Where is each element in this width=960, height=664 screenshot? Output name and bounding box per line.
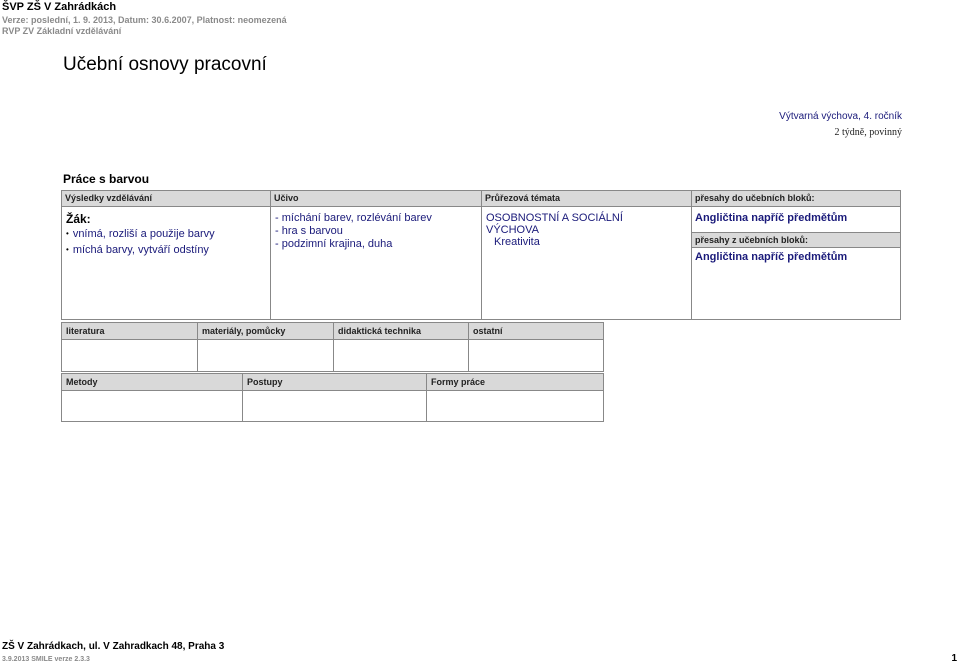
- themes-header: Průřezová témata: [482, 191, 691, 207]
- subject-grade: Výtvarná výchova, 4. ročník: [779, 111, 902, 122]
- school-name: ŠVP ZŠ V Zahrádkách: [2, 1, 117, 13]
- content-line: - podzimní krajina, duha: [275, 238, 393, 250]
- rvp-line: RVP ZV Základní vzdělávání: [2, 26, 122, 36]
- content-line: - hra s barvou: [275, 225, 343, 237]
- version-line: Verze: poslední, 1. 9. 2013, Datum: 30.6.2007, Platnost: neomezená: [2, 15, 287, 25]
- procedures-cell: [243, 374, 427, 421]
- themes-column: [482, 191, 692, 319]
- didactic-tech-header: didaktická technika: [334, 323, 468, 340]
- page-title: Učební osnovy pracovní: [63, 54, 267, 75]
- student-label: Žák:: [66, 212, 91, 226]
- procedures-header: Postupy: [243, 374, 426, 391]
- work-forms-cell: [427, 374, 603, 421]
- theme-area: OSOBNOSTNÍ A SOCIÁLNÍ VÝCHOVA: [486, 212, 623, 236]
- methods-header: Metody: [62, 374, 242, 391]
- content-line: - míchání barev, rozlévání barev: [275, 212, 432, 224]
- other-header: ostatní: [469, 323, 603, 340]
- literature-cell: [62, 323, 198, 371]
- resources-table: [61, 322, 604, 372]
- to-blocks-value: Angličtina napříč předmětům: [695, 212, 848, 224]
- theme-topic: [486, 236, 691, 248]
- work-forms-header: Formy práce: [427, 374, 603, 391]
- other-cell: [469, 323, 603, 371]
- footer-version: 3.9.2013 SMILE verze 2.3.3: [2, 656, 90, 663]
- content-header: Učivo: [271, 191, 481, 207]
- cross-curricular-column: [692, 191, 900, 319]
- outcome-item: [66, 242, 270, 258]
- outcome-text: míchá barvy, vytváří odstíny: [72, 244, 209, 256]
- didactic-tech-cell: [334, 323, 469, 371]
- to-blocks-header: přesahy do učebních bloků:: [692, 191, 900, 207]
- section-title: Práce s barvou: [63, 172, 150, 186]
- hours-per-week: 2 týdně, povinný: [834, 127, 902, 138]
- methods-cell: [62, 374, 243, 421]
- literature-header: literatura: [62, 323, 197, 340]
- page-number: 1: [951, 653, 957, 664]
- outcomes-column: [62, 191, 271, 319]
- bullet-icon: •: [66, 229, 69, 238]
- methods-table: [61, 373, 604, 422]
- outcome-text: vnímá, rozliší a použije barvy: [72, 228, 215, 240]
- outcomes-header: Výsledky vzdělávání: [62, 191, 270, 207]
- content-column: [271, 191, 482, 319]
- footer-address: ZŠ V Zahrádkach, ul. V Zahradkach 48, Praha 3: [2, 641, 225, 652]
- materials-cell: [198, 323, 334, 371]
- curriculum-grid: [61, 190, 901, 320]
- theme-topic-text: Kreativita: [494, 236, 540, 248]
- from-blocks-value: Angličtina napříč předmětům: [695, 251, 848, 263]
- from-blocks-header: přesahy z učebních bloků:: [692, 232, 900, 248]
- outcome-item: [66, 226, 270, 242]
- bullet-icon: •: [66, 245, 69, 254]
- materials-header: materiály, pomůcky: [198, 323, 333, 340]
